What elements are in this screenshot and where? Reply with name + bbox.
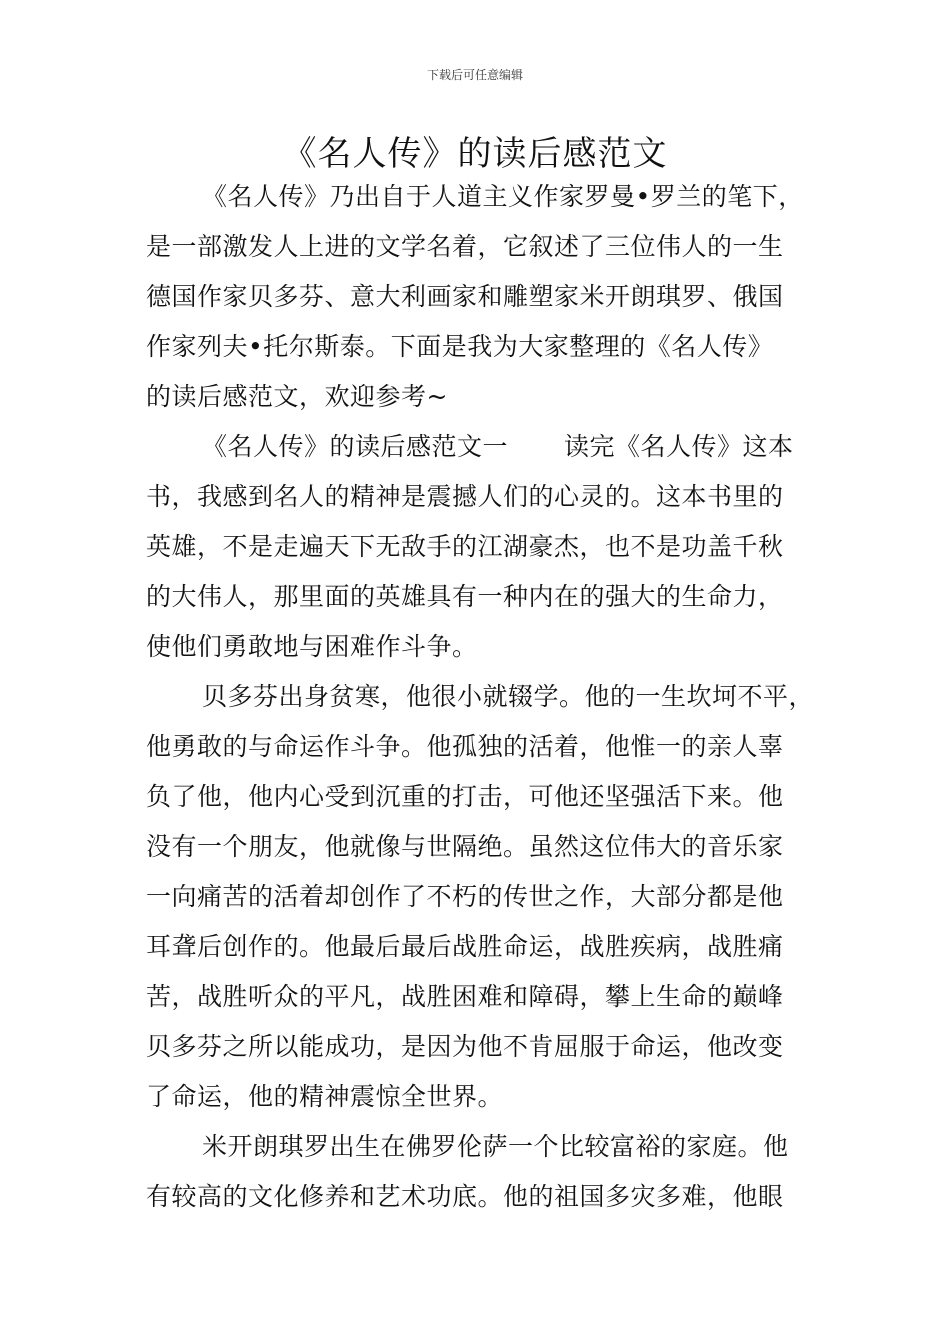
section-heading-line: [146, 422, 830, 472]
text-line: 作家列夫•托尔斯泰。下面是我为大家整理的《名人传》: [146, 332, 774, 361]
text-line: 他勇敢的与命运作斗争。他孤独的活着，他惟一的亲人辜: [146, 732, 784, 761]
text-line: 负了他，他内心受到沉重的打击，可他还坚强活下来。他: [146, 782, 784, 811]
text-line-fragment: 读完《名人传》这本: [564, 432, 794, 461]
text-line: 了命运，他的精神震惊全世界。: [146, 1082, 504, 1111]
text-line: 书，我感到名人的精神是震撼人们的心灵的。这本书里的: [146, 482, 784, 511]
text-line: 的大伟人，那里面的英雄具有一种内在的强大的生命力，: [146, 582, 784, 611]
text-line: 耳聋后创作的。他最后最后战胜命运，战胜疾病，战胜痛: [146, 932, 784, 961]
text-line: 苦，战胜听众的平凡，战胜困难和障碍，攀上生命的巅峰: [146, 982, 784, 1011]
document-title: 《名人传》的读后感范文: [282, 134, 668, 174]
document-body: [146, 172, 830, 1222]
text-line: 使他们勇敢地与困难作斗争。: [146, 632, 478, 661]
text-line: 贝多芬出身贫寒，他很小就辍学。他的一生坎坷不平，: [202, 682, 815, 711]
text-line: 是一部激发人上进的文学名着，它叙述了三位伟人的一生: [146, 232, 784, 261]
text-line: 贝多芬之所以能成功，是因为他不肯屈服于命运，他改变: [146, 1032, 784, 1061]
text-line: 《名人传》乃出自于人道主义作家罗曼•罗兰的笔下，: [202, 182, 804, 211]
text-line: 有较高的文化修养和艺术功底。他的祖国多灾多难，他眼: [146, 1182, 784, 1211]
text-line: 的读后感范文，欢迎参考~: [146, 382, 448, 411]
text-line: 德国作家贝多芬、意大利画家和雕塑家米开朗琪罗、俄国: [146, 282, 784, 311]
text-line: 英雄，不是走遍天下无敌手的江湖豪杰，也不是功盖千秋: [146, 532, 784, 561]
text-line: 一向痛苦的活着却创作了不朽的传世之作，大部分都是他: [146, 882, 784, 911]
text-line: 米开朗琪罗出生在佛罗伦萨一个比较富裕的家庭。他: [202, 1132, 789, 1161]
text-line: 没有一个朋友，他就像与世隔绝。虽然这位伟大的音乐家: [146, 832, 784, 861]
header-note: 下载后可任意编辑: [426, 68, 523, 82]
section-heading: 《名人传》的读后感范文一: [202, 432, 509, 461]
